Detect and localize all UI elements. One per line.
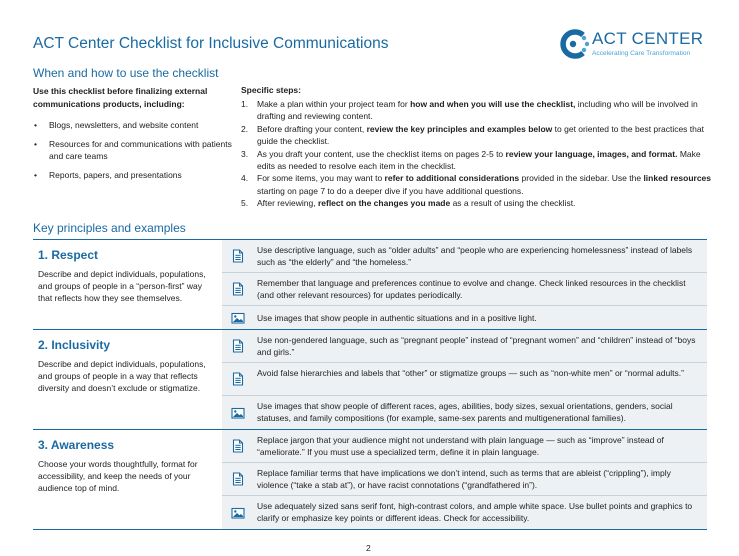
usage-intro: Use this checklist before finalizing external communications products, including: <box>33 86 208 109</box>
checklist-row <box>222 305 707 329</box>
image-icon <box>231 506 245 520</box>
step-item: 3. As you draft your content, use the checklist items on pages 2-5 to review your language, images, and format. Make edits as needed to resolve each item in the checklist. <box>241 148 701 172</box>
principle-group <box>33 239 707 329</box>
checklist-row <box>222 240 707 272</box>
act-center-logo <box>557 27 707 63</box>
step-item: 1. Make a plan within your project team for how and when you will use the checklist, including who will be involved in drafting and reviewing content. <box>241 99 698 122</box>
document-icon <box>231 372 245 386</box>
checklist-row <box>222 330 707 362</box>
list-item: • Resources for and communications with patients and care teams <box>33 138 233 163</box>
list-item: • Blogs, newsletters, and website content <box>33 119 233 132</box>
principles-table <box>33 239 707 530</box>
checklist-item-text: Replace jargon that your audience might not understand with plain language — such as “improve” instead of “ameliorate.” If you must use a specialized term, define it in plain language. <box>257 435 664 457</box>
document-icon <box>231 339 245 353</box>
principle-description: Choose your words thoughtfully, format for accessibility, and keep the needs of your audience top of mind. <box>38 459 198 493</box>
usage-heading: When and how to use the checklist <box>33 66 219 80</box>
checklist-row <box>222 462 707 495</box>
principle-summary <box>33 430 221 529</box>
logo-mark-icon <box>557 27 589 61</box>
page-number: 2 <box>366 543 371 553</box>
principle-title: 2. Inclusivity <box>38 338 111 352</box>
checklist-item-text: Use images that show people of different races, ages, abilities, body sizes, sexual orientations, genders, social statuses, and family compositions (for example, same-sex parents and multigenerational families). <box>257 401 673 423</box>
list-item: • Reports, papers, and presentations <box>33 169 233 182</box>
checklist-item-text: Avoid false hierarchies and labels that “other” or stigmatize groups — such as “non-white men” or “normal adults.” <box>257 368 684 378</box>
step-item: 4. For some items, you may want to refer to additional considerations provided in the sidebar. Use the linked resources starting on page 7 to do a deeper dive if you have additional questions. <box>241 173 711 196</box>
step-item: 5. After reviewing, reflect on the changes you made as a result of using the checklist. <box>241 198 576 209</box>
principle-description: Describe and depict individuals, populations, and groups of people in a way that reflects diversity and doesn’t exclude or stigmatize. <box>38 359 206 393</box>
principle-summary <box>33 240 221 329</box>
steps-heading: Specific steps: <box>241 85 301 95</box>
checklist-item-text: Remember that language and preferences continue to evolve and change. Check linked resources in the checklist (and other relevant resources) for updates periodically. <box>257 278 686 300</box>
document-icon <box>231 439 245 453</box>
image-icon <box>231 406 245 420</box>
document-icon <box>231 472 245 486</box>
principle-title: 1. Respect <box>38 248 99 262</box>
checklist-row <box>222 430 707 462</box>
checklist-row <box>222 495 707 529</box>
checklist-item-text: Replace familiar terms that have implications we don’t intend, such as terms that are ableist (“crippling”), imply violence (“take a stab at”), or have racist connotations (“grandfathered in”). <box>257 468 671 490</box>
checklist-item-text: Use non-gendered language, such as “pregnant people” instead of “pregnant women” and “children” instead of “boys and girls.” <box>257 335 696 357</box>
products-list <box>33 119 233 187</box>
principle-title: 3. Awareness <box>38 438 115 452</box>
image-icon <box>231 311 245 325</box>
logo-name: ACT CENTER <box>592 29 704 48</box>
checklist-row <box>222 272 707 305</box>
logo-tagline: Accelerating Care Transformation <box>592 50 691 57</box>
principle-group <box>33 429 707 530</box>
checklist-item-text: Use adequately sized sans serif font, high-contrast colors, and ample white space. Use bullet points and graphics to clarify or emphasize key points or different ideas. Check for accessibility. <box>257 501 693 523</box>
page-title: ACT Center Checklist for Inclusive Communications <box>33 35 389 52</box>
step-item: 2. Before drafting your content, review the key principles and examples below to get oriented to the best practices that guide the checklist. <box>241 123 704 147</box>
steps-list <box>241 98 711 210</box>
document-icon <box>231 249 245 263</box>
checklist-row <box>222 362 707 395</box>
checklist-row <box>222 395 707 429</box>
principles-heading: Key principles and examples <box>33 221 186 235</box>
principle-summary <box>33 330 221 429</box>
principle-description: Describe and depict individuals, populations, and groups of people in a “person-first” way that reflects how they see themselves. <box>38 269 206 303</box>
document-icon <box>231 282 245 296</box>
principle-group <box>33 329 707 429</box>
checklist-item-text: Use images that show people in authentic situations and in a positive light. <box>257 313 537 323</box>
checklist-item-text: Use descriptive language, such as “older adults” and “people who are experiencing homelessness” instead of labels such as “the elderly” and “the homeless.” <box>257 245 693 267</box>
